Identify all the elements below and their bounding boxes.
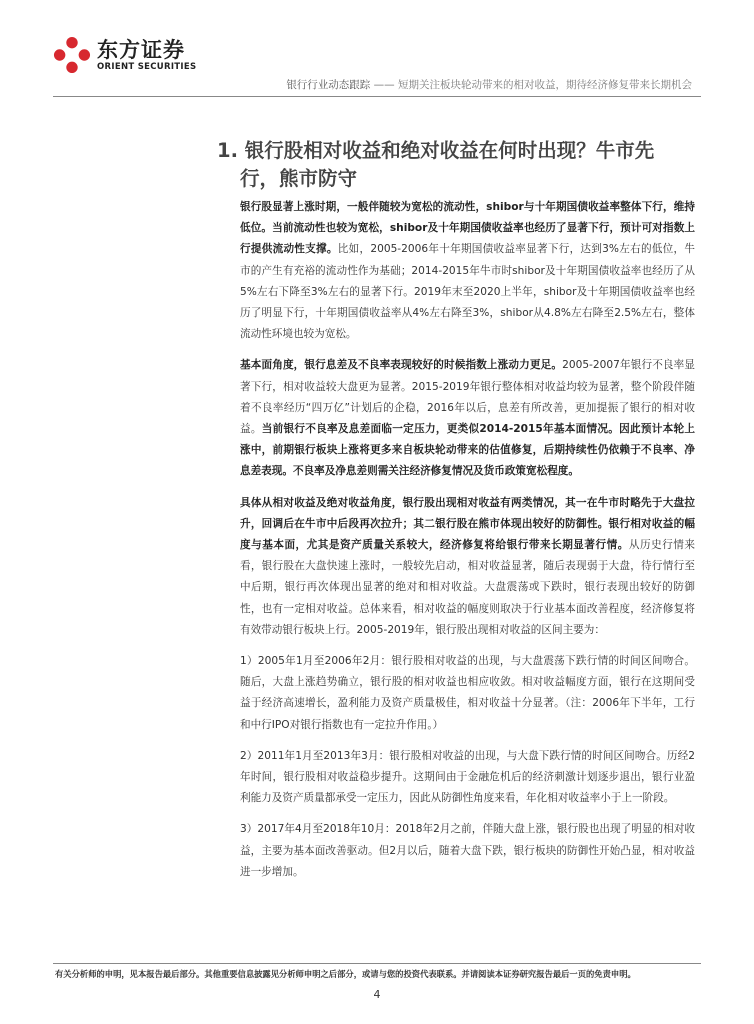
paragraph-liquidity-text: 比如，2005-2006年十年期国债收益率显著下行，达到3%左右的低位，牛市的产生有充裕的流动性作为基础；2014-2015年牛市时shibor及十年期国债收益率也经历了从5%左右下降至3%左右的显著下行。2019年末至2020上半年，shibor及十年期国债收益率也经历了明显下行，十年期国债收益率从4%左右降至3%，shibor从4.8%左右降至2.5%左右，整体流动性环境也较为宽松。 (240, 243, 695, 341)
footer-disclaimer: 有关分析师的申明，见本报告最后部分。其他重要信息披露见分析师申明之后部分，或请与您的投资代表联系。并请阅读本证券研究报告最后一页的免责申明。 (55, 969, 636, 979)
paragraph-returns-text: 从历史行情来看，银行股在大盘快速上涨时，一般较先启动，相对收益显著，随后表现弱于大盘，待行情行至中后期，银行再次体现出显著的绝对和相对收益。大盘震荡或下跌时，银行表现出较好的防御性，也有一定相对收益。总体来看，相对收益的幅度则取决于行业基本面改善程度，经济修复将有效带动银行板块上行。2005-2019年，银行股出现相对收益的区间主要为： (240, 539, 696, 636)
brand-name-en: ORIENT SECURITIES (97, 61, 197, 72)
paragraph-liquidity-bold: 银行股显著上涨时期，一般伴随较为宽松的流动性，shibor与十年期国债收益率整体下行，维持低位。当前流动性也较为宽松，shibor及十年期国债收益率也经历了显著下行，预计可对指数上行提供流动性支撑。 (240, 201, 695, 256)
body-content (240, 197, 695, 893)
section-heading (217, 137, 687, 193)
list-item: 1）2005年1月至2006年2月：银行股相对收益的出现，与大盘震荡下跌行情的时间区间吻合。随后，大盘上涨趋势确立，银行股的相对收益也相应收敛。相对收益幅度方面，银行在这期间受益于经济高速增长，盈利能力及资产质量极佳，相对收益十分显著。（注：2006年下半年，工行和中行IPO对银行指数也有一定拉升作用。） (240, 655, 695, 731)
brand-logo (53, 36, 196, 74)
page-number: 4 (373, 988, 381, 1001)
header-separator: —— (373, 79, 395, 91)
paragraph-liquidity (240, 197, 695, 345)
header-divider (53, 96, 701, 97)
report-subtitle: 短期关注板块轮动带来的相对收益，期待经济修复带来长期机会 (398, 79, 692, 91)
paragraph-returns (240, 493, 695, 641)
paragraph-fundamentals-bold-2: 当前银行不良率及息差面临一定压力，更类似2014-2015年基本面情况。因此预计本轮上涨中，前期银行板块上涨将更多来自板块轮动带来的估值修复，后期持续性仍依赖于不良率、净息差表现。不良率及净息差则需关注经济修复情况及货币政策宽松程度。 (240, 423, 695, 478)
list-item: 3）2017年4月至2018年10月：2018年2月之前，伴随大盘上涨，银行股也出现了明显的相对收益，主要为基本面改善驱动。但2月以后，随着大盘下跌，银行板块的防御性开始凸显，相对收益进一步增加。 (240, 823, 695, 878)
list-item: 2）2011年1月至2013年3月：银行股相对收益的出现，与大盘下跌行情的时间区间吻合。历经2年时间，银行股相对收益稳步提升。这期间由于金融危机后的经济刺激计划逐步退出，银行业盈利能力及资产质量都承受一定压力，因此从防御性角度来看，年化相对收益率小于上一阶段。 (240, 749, 695, 805)
section-title-line1: 银行股相对收益和绝对收益在何时出现？牛市先 (244, 139, 655, 162)
section-title-line2: 行，熊市防守 (240, 167, 358, 190)
paragraph-fundamentals (240, 355, 695, 482)
paragraph-fundamentals-text: 2005-2007年银行不良率显著下行，相对收益较大盘更为显著。2015-2019年银行整体相对收益均较为显著，整个阶段伴随着不良率经历“四万亿”计划后的企稳，2016年以后，息差有所改善，更加提振了银行的相对收益。 (240, 359, 695, 436)
paragraph-returns-bold: 具体从相对收益及绝对收益角度，银行股出现相对收益有两类情况，其一在牛市时略先于大盘拉升，回调后在牛市中后段再次拉升；其二银行股在熊市体现出较好的防御性。银行相对收益的幅度与基本面，尤其是资产质量关系较大，经济修复将给银行带来长期显著行情。 (240, 496, 695, 552)
running-header (286, 77, 692, 92)
section-number: 1. (217, 139, 238, 162)
brand-name-cn: 东方证券 (97, 37, 185, 62)
report-type: 银行行业动态跟踪 (286, 79, 371, 91)
footer-divider (53, 963, 701, 964)
paragraph-fundamentals-bold-1: 基本面角度，银行息差及不良率表现较好的时候指数上涨动力更足。 (240, 359, 563, 372)
orient-securities-logo-icon (53, 36, 91, 74)
